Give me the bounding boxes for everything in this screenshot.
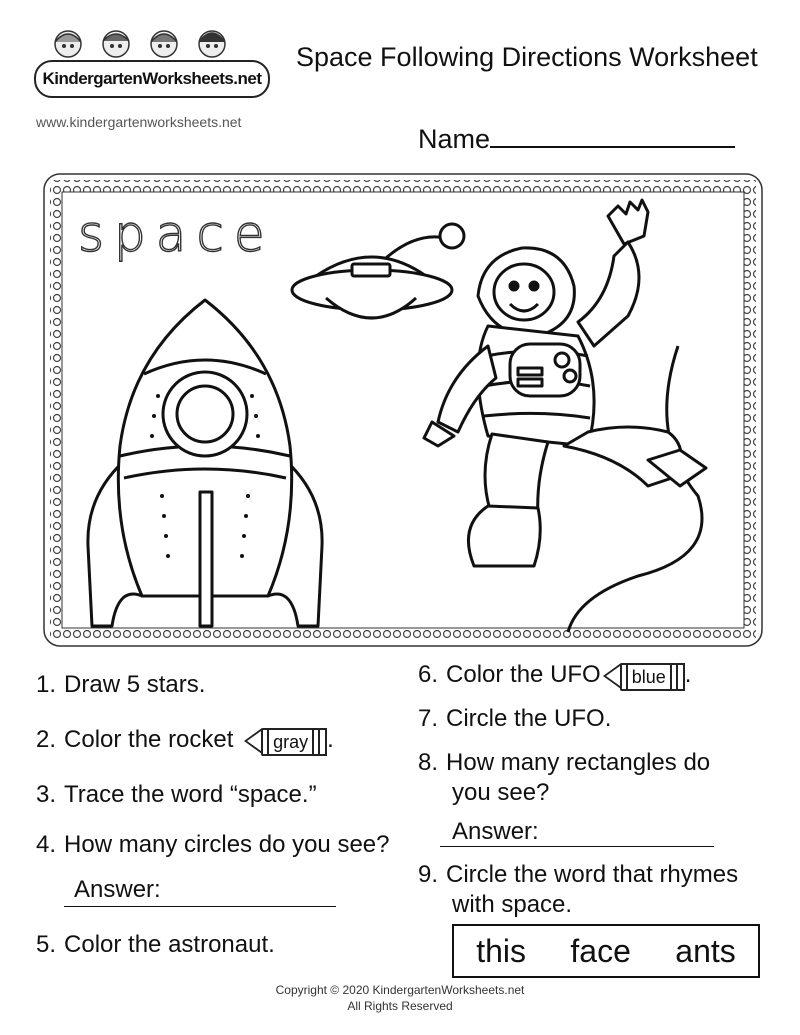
gray-crayon-icon xyxy=(244,728,327,754)
direction-8-line2: you see? xyxy=(452,779,550,806)
direction-text: Color the UFO xyxy=(446,661,601,688)
copyright xyxy=(0,982,800,1014)
direction-text: Color the astronaut. xyxy=(64,931,275,958)
crayon-label: blue xyxy=(620,663,678,691)
copyright-line: Copyright © 2020 KindergartenWorksheets.net xyxy=(275,983,525,997)
direction-text: Trace the word “space.” xyxy=(64,781,317,808)
answer-line-circles[interactable] xyxy=(64,906,336,907)
name-label: Name xyxy=(418,124,491,154)
name-line[interactable] xyxy=(490,120,735,148)
logo-text: KindergartenWorksheets.net xyxy=(34,60,270,98)
direction-5 xyxy=(36,930,275,960)
direction-7 xyxy=(418,704,611,734)
direction-number: 5. xyxy=(36,931,57,958)
direction-text: How many rectangles do xyxy=(446,749,711,776)
direction-end: . xyxy=(327,726,334,753)
direction-text: Circle the UFO. xyxy=(446,705,612,732)
direction-number: 8. xyxy=(418,749,439,776)
direction-2 xyxy=(36,725,334,755)
direction-text: How many circles do you see? xyxy=(64,831,390,858)
direction-number: 3. xyxy=(36,781,57,808)
answer-line-rectangles[interactable] xyxy=(440,846,714,847)
rhyme-word-ants[interactable]: ants xyxy=(675,932,736,969)
direction-text: Color the rocket xyxy=(64,726,234,753)
direction-number: 7. xyxy=(418,705,439,732)
site-url: www.kindergartenworksheets.net xyxy=(36,114,242,130)
astronaut-icon xyxy=(418,196,718,636)
name-field[interactable] xyxy=(418,120,735,155)
direction-number: 4. xyxy=(36,831,57,858)
direction-9-line2: with space. xyxy=(452,891,573,918)
direction-8 xyxy=(418,748,710,778)
direction-4 xyxy=(36,830,390,860)
direction-3 xyxy=(36,780,317,810)
direction-number: 9. xyxy=(418,861,439,888)
rhyme-word-face[interactable]: face xyxy=(570,932,631,969)
direction-text: Draw 5 stars. xyxy=(64,671,206,698)
direction-9 xyxy=(418,860,738,890)
rhyme-word-this[interactable]: this xyxy=(476,932,526,969)
direction-6 xyxy=(418,660,691,690)
direction-number: 2. xyxy=(36,726,57,753)
trace-word: space xyxy=(78,205,275,263)
direction-1 xyxy=(36,670,205,700)
rhyme-word-box xyxy=(452,924,760,978)
answer-label: Answer: xyxy=(452,818,539,845)
answer-label: Answer: xyxy=(74,876,161,903)
blue-crayon-icon xyxy=(603,663,685,689)
crayon-label: gray xyxy=(261,728,320,756)
direction-text: Circle the word that rhymes xyxy=(446,861,739,888)
direction-number: 6. xyxy=(418,661,439,688)
direction-number: 1. xyxy=(36,671,57,698)
rights-line: All Rights Reserved xyxy=(347,999,453,1013)
page-title: Space Following Directions Worksheet xyxy=(296,42,758,72)
direction-end: . xyxy=(684,661,692,688)
